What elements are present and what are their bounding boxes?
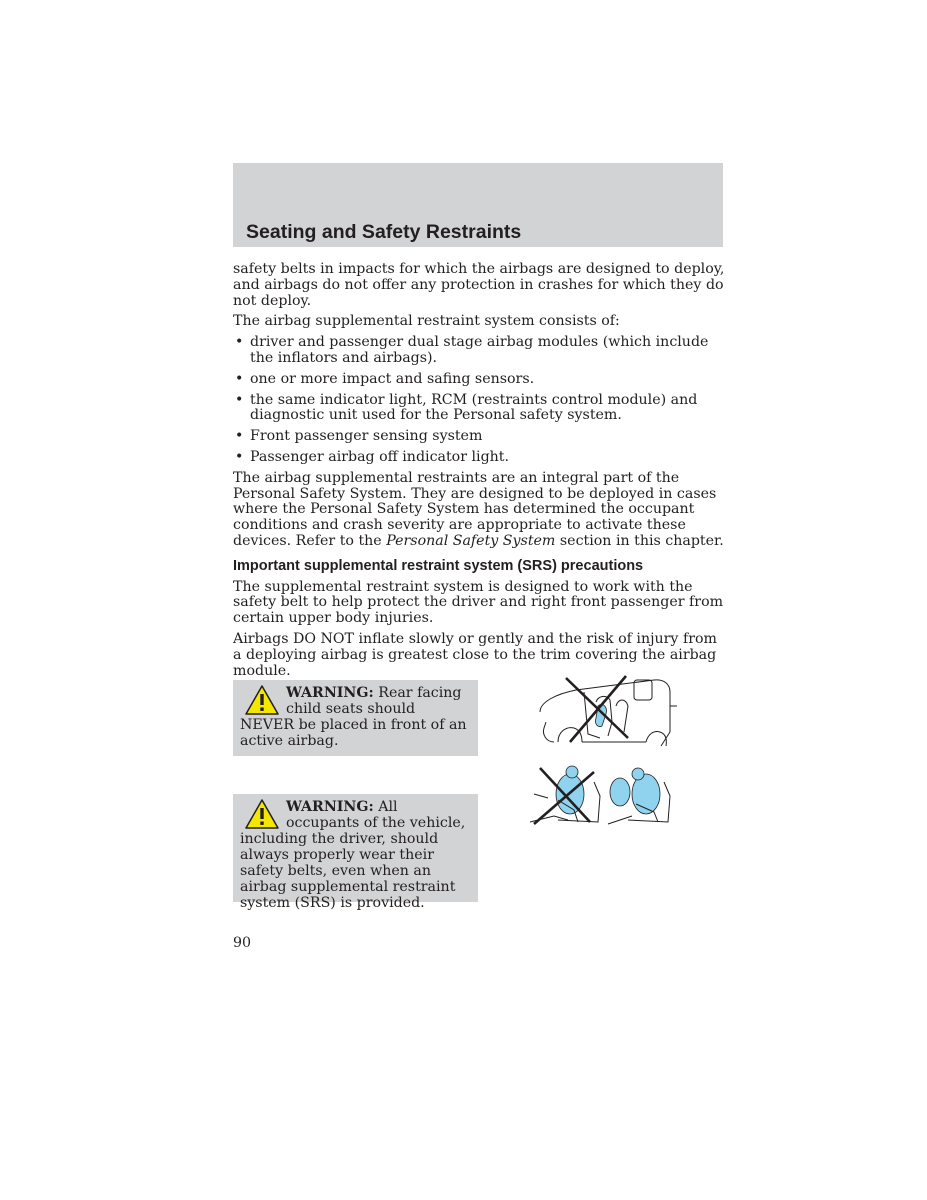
warning-box: [233, 794, 478, 911]
list-item: • the same indicator light, RCM (restraints control module) and diagnostic unit used for the Personal safety system.: [235, 391, 698, 424]
rear-facing-child-seat-illustration: [536, 672, 678, 760]
occupant-position-illustration: [528, 764, 678, 828]
list-item: • Passenger airbag off indicator light.: [235, 448, 510, 465]
paragraph: Airbags DO NOT inflate slowly or gently and the risk of injury from a deploying airbag is greatest close to the trim covering the airbag module.: [233, 630, 717, 679]
warning-text: All occupants of the vehicle, including the driver, should always properly wear their safety belts, even when an airbag supplemental restraint system (SRS) is provided.: [240, 799, 466, 911]
page-title: Seating and Safety Restraints: [246, 221, 522, 243]
bullet-icon: •: [235, 391, 244, 408]
warning-label: WARNING:: [286, 799, 374, 815]
bullet-icon: •: [235, 334, 244, 351]
cross-reference: Personal Safety System: [386, 532, 556, 549]
paragraph: safety belts in impacts for which the airbags are designed to deploy, and airbags do not offer any protection in crashes for which they do not deploy.: [233, 261, 725, 309]
list-item: • Front passenger sensing system: [235, 428, 483, 445]
list-item: • one or more impact and safing sensors.: [235, 370, 535, 387]
bullet-icon: •: [235, 370, 244, 387]
warning-triangle-icon: [244, 798, 280, 830]
warning-box: [233, 680, 478, 756]
component-list: [233, 335, 725, 466]
bullet-icon: •: [235, 448, 244, 465]
paragraph: The airbag supplemental restraints are an integral part of the Personal Safety System. They are designed to be deployed in cases where the Personal Safety System has determined the occupant conditions and crash severity are appropriate to activate these devices. Refer to the Personal Safety System section in this chapter.: [233, 469, 724, 549]
bullet-icon: •: [235, 428, 244, 445]
paragraph: The supplemental restraint system is designed to work with the safety belt to help protect the driver and right front passenger from certain upper body injuries.: [233, 578, 724, 627]
paragraph: The airbag supplemental restraint system consists of:: [233, 313, 620, 330]
subheading: Important supplemental restraint system (SRS) precautions: [233, 557, 644, 574]
page-number: 90: [233, 935, 252, 951]
list-item: • driver and passenger dual stage airbag modules (which include the inflators and airbags).: [235, 334, 709, 366]
warning-triangle-icon: [244, 684, 280, 716]
warning-label: WARNING:: [286, 685, 374, 701]
warning-text: Rear facing child seats should NEVER be placed in front of an active airbag.: [240, 685, 467, 749]
body-text: [233, 262, 725, 684]
